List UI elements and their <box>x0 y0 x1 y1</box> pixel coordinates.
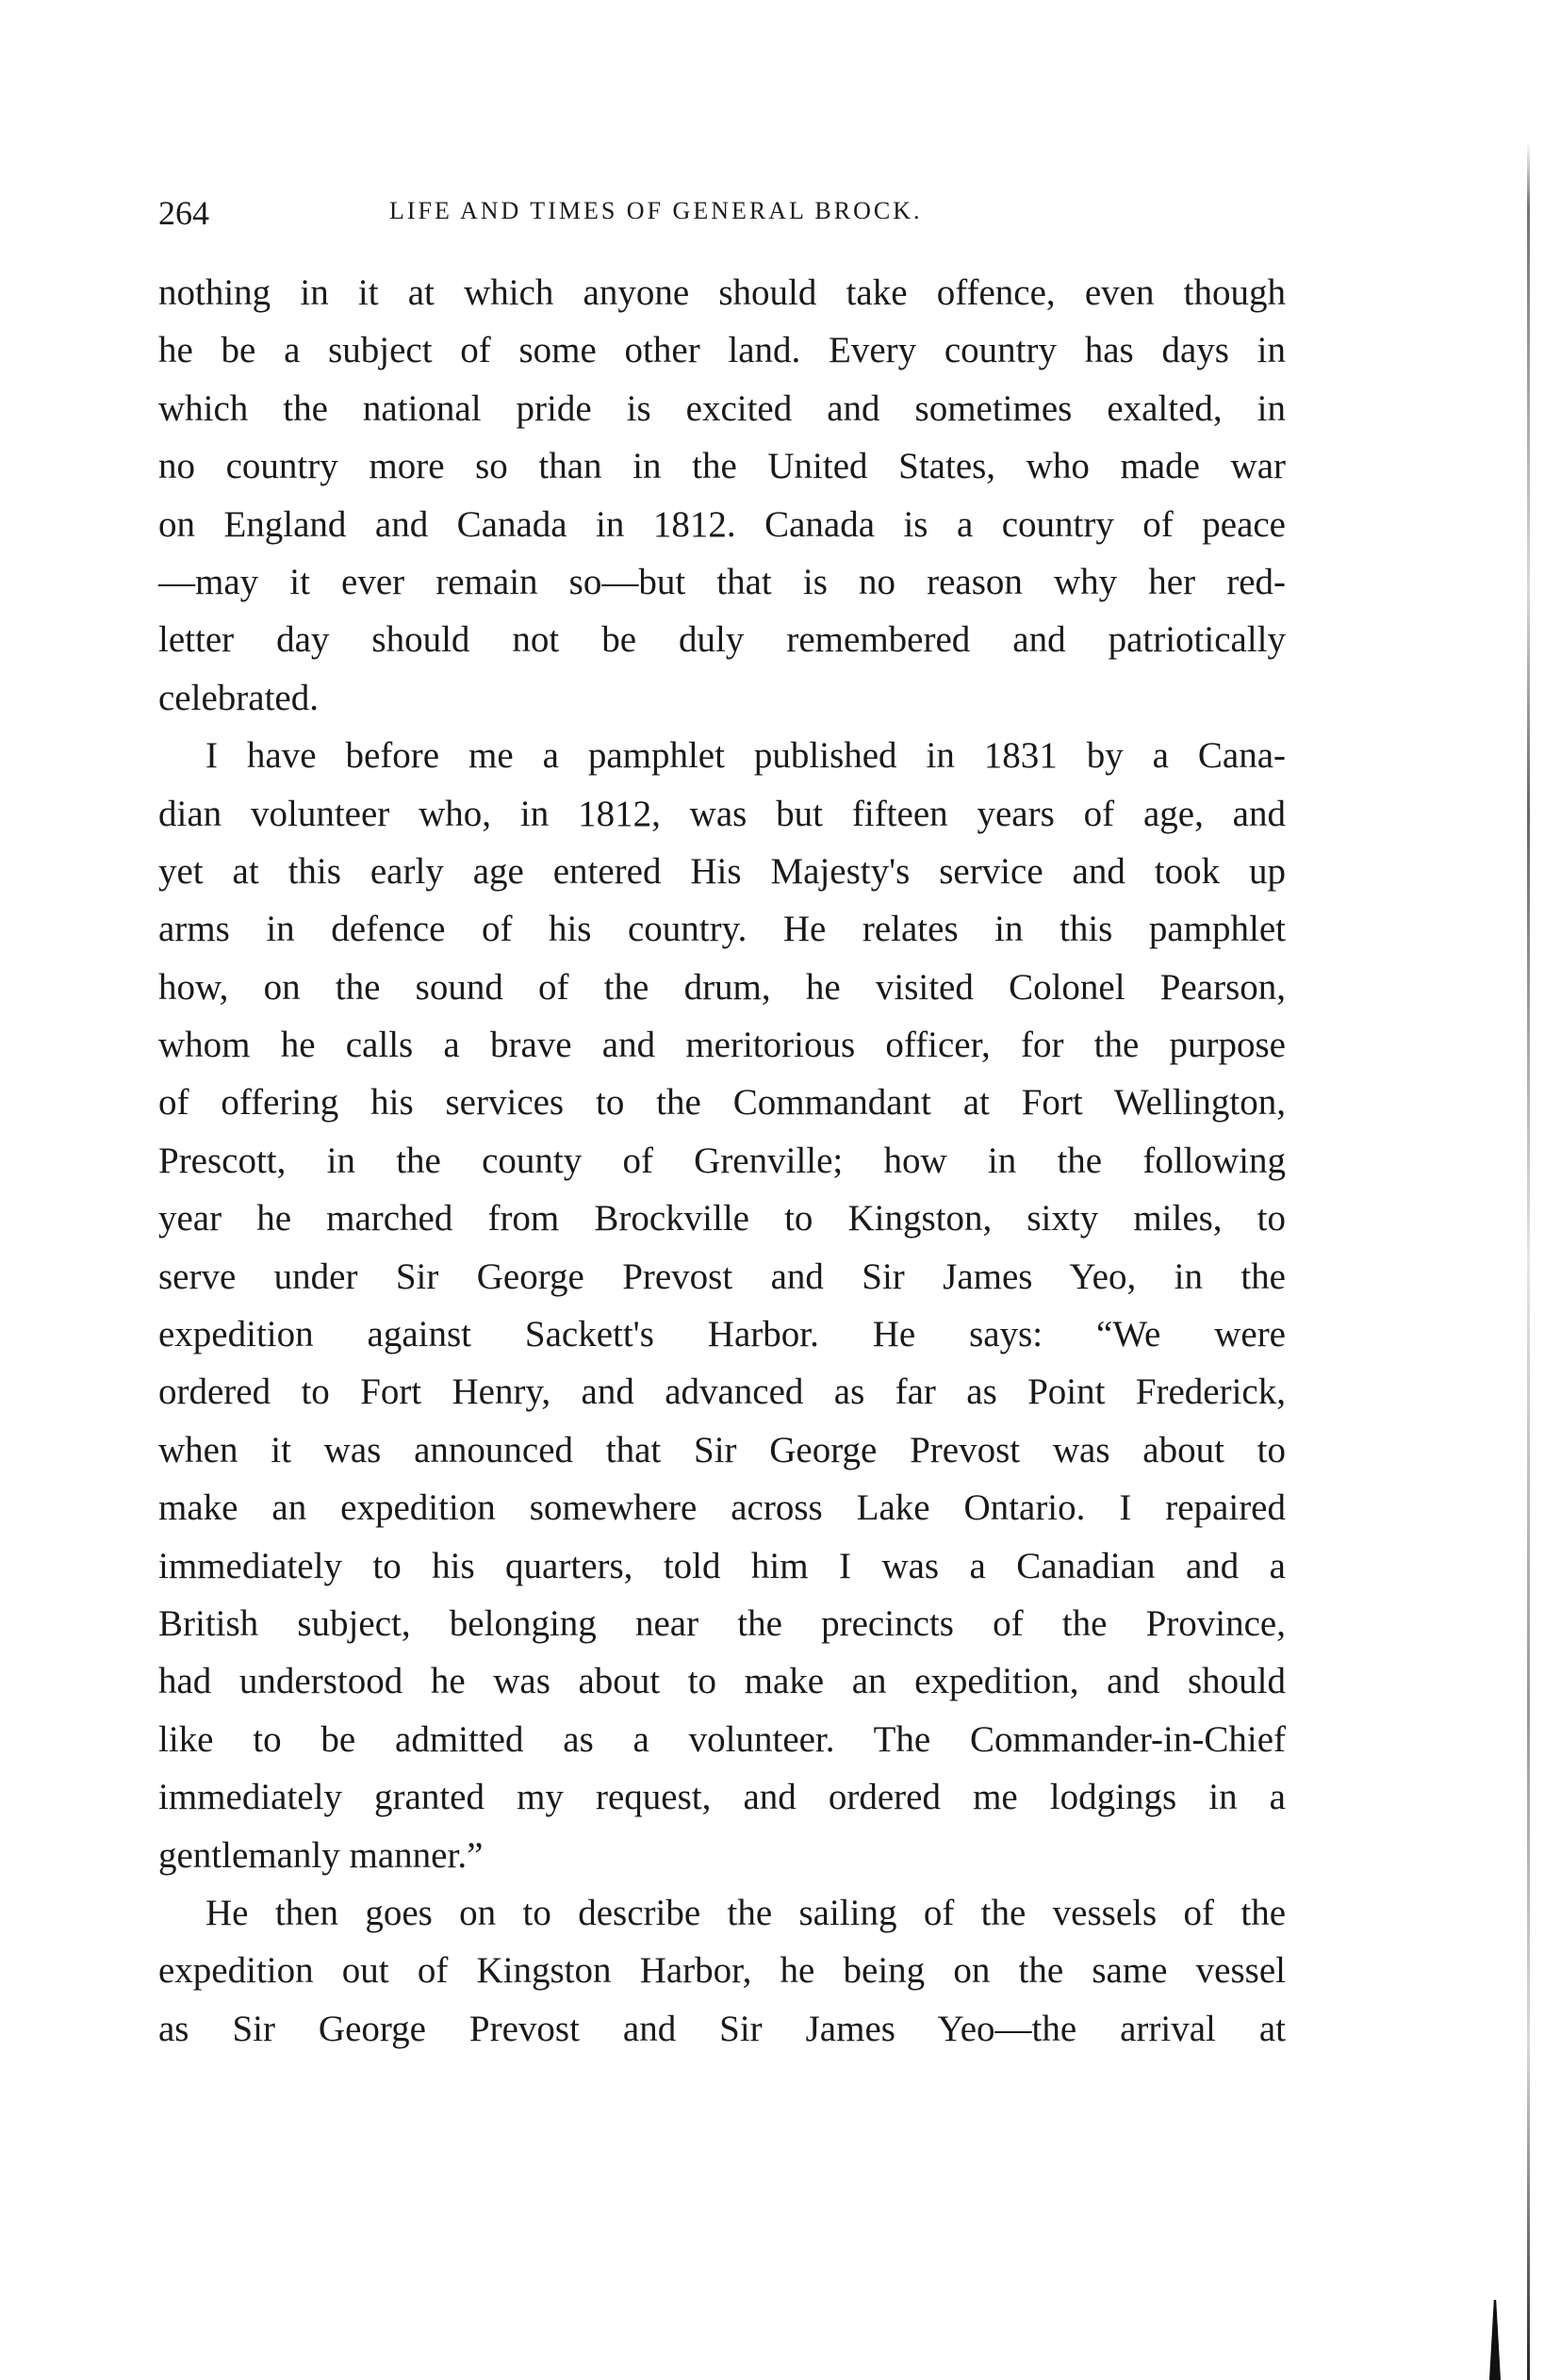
text-line: had understood he was about to make an expedition, and should <box>158 1661 1286 1702</box>
text-line: on England and Canada in 1812. Canada is a country of peace <box>158 503 1286 545</box>
text-line: how, on the sound of the drum, he visited Colonel Pearson, <box>158 966 1286 1008</box>
text-line: immediately to his quarters, told him I was a Canadian and a <box>158 1545 1286 1586</box>
text-line: British subject, belonging near the precincts of the Province, <box>158 1602 1286 1644</box>
text-line: when it was announced that Sir George Prevost was about to <box>158 1429 1286 1470</box>
text-line: whom he calls a brave and meritorious officer, for the purpose <box>158 1025 1286 1066</box>
text-line: as Sir George Prevost and Sir James Yeo—the arrival at <box>158 2008 1286 2049</box>
text-line: he be a subject of some other land. Every country has days in <box>158 330 1286 371</box>
page-edge-shadow <box>1527 141 1530 2380</box>
running-header <box>158 193 1289 240</box>
text-line: celebrated. <box>158 677 319 718</box>
text-line: dian volunteer who, in 1812, was but fifteen years of age, and <box>158 793 1286 834</box>
text-line: serve under Sir George Prevost and Sir James Yeo, in the <box>158 1256 1286 1297</box>
text-line: gentlemanly manner.” <box>158 1834 484 1876</box>
body-text <box>158 264 1286 2058</box>
text-line: make an expedition somewhere across Lake Ontario. I repaired <box>158 1487 1286 1529</box>
text-line: no country more so than in the United States, who made war <box>158 446 1286 487</box>
binding-mark <box>1489 2300 1501 2380</box>
text-line: nothing in it at which anyone should take offence, even though <box>158 272 1286 313</box>
text-line: He then goes on to describe the sailing of the vessels of the <box>205 1892 1286 1933</box>
text-line: expedition out of Kingston Harbor, he being on the same vessel <box>158 1950 1286 1992</box>
text-line: arms in defence of his country. He relates in this pamphlet <box>158 909 1286 950</box>
text-line: of offering his services to the Commandant at Fort Wellington, <box>158 1082 1286 1124</box>
text-line: yet at this early age entered His Majesty's service and took up <box>158 850 1286 892</box>
page-number: 264 <box>158 194 209 232</box>
text-line: —may it ever remain so—but that is no reason why her red- <box>158 561 1286 602</box>
running-title: LIFE AND TIMES OF GENERAL BROCK. <box>389 197 923 224</box>
text-line: which the national pride is excited and sometimes exalted, in <box>158 387 1286 429</box>
text-line: year he marched from Brockville to Kingston, sixty miles, to <box>158 1198 1286 1239</box>
text-line: I have before me a pamphlet published in 1831 by a Cana- <box>205 735 1286 777</box>
text-line: letter day should not be duly remembered and patriotically <box>158 619 1286 661</box>
text-line: expedition against Sackett's Harbor. He says: “We were <box>158 1314 1286 1355</box>
text-line: ordered to Fort Henry, and advanced as far as Point Frederick, <box>158 1371 1286 1413</box>
text-line: like to be admitted as a volunteer. The Commander-in-Chief <box>158 1718 1286 1760</box>
text-line: immediately granted my request, and ordered me lodgings in a <box>158 1777 1286 1818</box>
text-line: Prescott, in the county of Grenville; how in the following <box>158 1140 1286 1181</box>
